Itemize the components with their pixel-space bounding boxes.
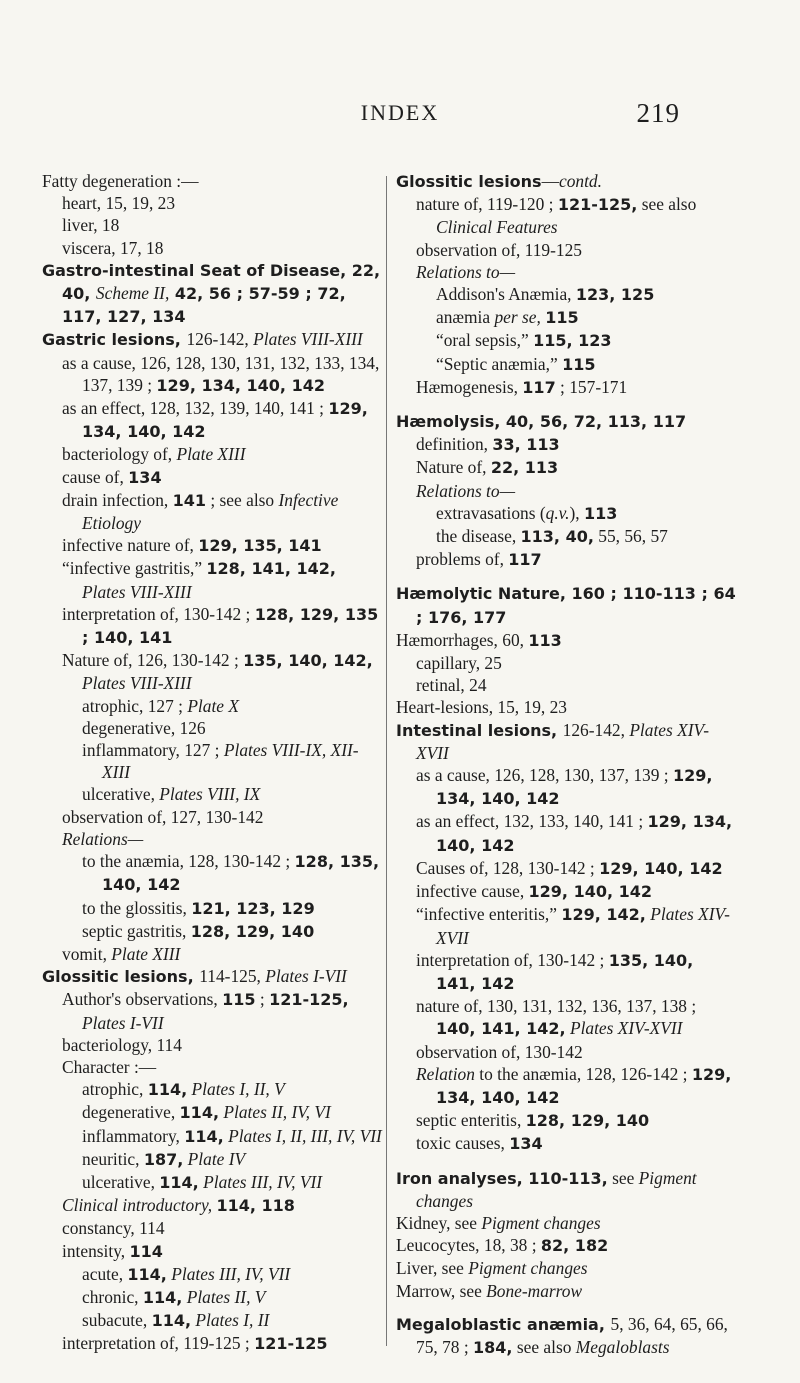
entry-text: 114-125,	[199, 966, 266, 987]
entry-text: 114,	[179, 1103, 220, 1123]
index-subentry	[42, 850, 382, 896]
index-subentry	[396, 329, 736, 352]
entry-text: degenerative,	[82, 1102, 180, 1123]
entry-text: 129, 135, 141	[198, 536, 322, 556]
entry-text: Plates I, II, III, IV, VII	[228, 1125, 382, 1146]
entry-text: cause of,	[62, 466, 129, 487]
entry-text: 126-142,	[562, 719, 630, 740]
index-column-right	[396, 170, 736, 1359]
entry-text: 114, 118	[216, 1196, 295, 1216]
index-subentry	[42, 897, 382, 920]
entry-text: Plates VIII-XIII	[253, 329, 363, 350]
index-subentry	[396, 1063, 736, 1109]
index-subentry	[42, 1286, 382, 1309]
index-subentry	[42, 214, 382, 236]
entry-text: nature of, 130, 131, 132, 136, 137, 138 ;	[416, 996, 697, 1017]
entry-text: 82, 182	[540, 1236, 609, 1256]
index-subentry	[396, 433, 736, 456]
entry-text: Relation	[416, 1063, 475, 1084]
entry-text: 114,	[151, 1311, 192, 1331]
entry-text: degenerative, 126	[82, 717, 206, 738]
entry-text: 113, 40,	[520, 527, 594, 547]
entry-text: extravasations (	[436, 502, 546, 523]
entry-text: 128, 129, 140	[190, 921, 315, 941]
entry-text: drain infection,	[62, 489, 173, 510]
entry-text: as an effect, 132, 133, 140, 141 ;	[416, 811, 648, 832]
index-subentry	[42, 943, 382, 965]
entry-text: “oral sepsis,”	[436, 330, 534, 351]
running-title: INDEX	[360, 100, 440, 125]
entry-text: Gastro-intestinal Seat of Disease, 22, 40,	[42, 260, 381, 304]
entry-text: Marrow, see	[396, 1280, 487, 1301]
entry-text: 129, 134, 140, 142	[436, 812, 733, 855]
entry-text: 140, 141, 142,	[436, 1019, 566, 1039]
entry-text: 121, 123, 129	[191, 898, 315, 918]
entry-text: “infective gastritis,”	[62, 558, 207, 579]
entry-text: liver, 18	[62, 215, 120, 236]
index-entry	[396, 1257, 736, 1279]
index-subentry	[396, 261, 736, 283]
entry-text: ulcerative,	[82, 1171, 160, 1192]
entry-text: 187,	[143, 1149, 184, 1169]
index-subentry	[42, 1309, 382, 1332]
index-subentry	[396, 810, 736, 856]
entry-text: constancy, 114	[62, 1218, 165, 1239]
entry-text: neuritic,	[82, 1148, 144, 1169]
entry-text: toxic causes,	[416, 1133, 510, 1154]
index-subentry	[42, 1194, 382, 1217]
index-subentry	[42, 1263, 382, 1286]
index-subentry	[396, 674, 736, 696]
entry-text: Plates II, V	[186, 1286, 266, 1307]
index-subentry	[396, 857, 736, 880]
index-entry	[396, 582, 736, 628]
entry-text: Heart-lesions, 15, 19, 23	[396, 697, 567, 718]
entry-text: anæmia	[436, 307, 495, 328]
entry-text: Pigment changes	[468, 1258, 588, 1279]
entry-text: Plates I, II	[195, 1310, 270, 1331]
index-subentry	[42, 806, 382, 828]
index-subentry	[42, 1101, 382, 1124]
entry-text: Relations to—	[416, 480, 516, 501]
entry-text: 129, 142,	[561, 905, 646, 925]
entry-text: problems of,	[416, 549, 509, 570]
entry-text: ),	[569, 502, 584, 523]
entry-text: 121-125	[254, 1334, 328, 1354]
entry-text: Liver, see	[396, 1258, 469, 1279]
index-subentry	[42, 1171, 382, 1194]
entry-text: bacteriology, 114	[62, 1034, 182, 1055]
entry-text: 121-125,	[557, 195, 638, 215]
entry-text: Plates VIII-XIII	[82, 581, 192, 602]
entry-text: 114,	[184, 1126, 224, 1146]
index-subentry	[396, 903, 736, 948]
entry-text: Glossitic lesions	[396, 172, 542, 191]
index-subentry	[42, 1078, 382, 1101]
index-subentry	[42, 603, 382, 649]
entry-text: capillary, 25	[416, 653, 502, 674]
entry-text: Plates III, IV, VII	[203, 1171, 323, 1192]
entry-text: 128, 135, 140, 142	[102, 852, 380, 895]
index-subentry	[396, 764, 736, 810]
entry-text: Fatty degeneration :—	[42, 171, 199, 191]
entry-text: Iron analyses, 110-113,	[396, 1168, 608, 1188]
index-subentry	[396, 283, 736, 306]
index-entry	[396, 696, 736, 718]
entry-text: infective nature of,	[62, 535, 199, 556]
entry-text: Hæmolysis, 40, 56, 72, 113, 117	[396, 412, 687, 432]
entry-text: 128, 141, 142,	[206, 559, 336, 579]
entry-text: Infective Etiology	[82, 489, 339, 534]
entry-text: nature of, 119-120 ;	[416, 194, 558, 215]
entry-text: Nature of,	[416, 457, 491, 478]
entry-text: 184,	[473, 1337, 513, 1357]
index-entry	[42, 170, 382, 192]
index-entry	[396, 629, 736, 652]
entry-text: Plates VIII-XIII	[82, 673, 192, 694]
index-subentry	[42, 397, 382, 443]
index-subentry	[396, 193, 736, 238]
entry-text: 135, 140, 142,	[243, 651, 373, 671]
entry-text: “infective enteritis,”	[416, 904, 562, 925]
entry-text: per se,	[494, 307, 541, 328]
index-subentry	[42, 1034, 382, 1056]
entry-text: Scheme II,	[95, 283, 170, 304]
index-subentry	[42, 1332, 382, 1355]
entry-text: the disease,	[436, 526, 521, 547]
index-subentry	[396, 995, 736, 1040]
entry-text: infective cause,	[416, 881, 529, 902]
entry-text: ; 157-171	[555, 376, 628, 397]
page-number: 219	[636, 98, 680, 128]
entry-text: 135, 140, 141, 142	[436, 950, 694, 993]
entry-text: 129, 140, 142	[528, 882, 653, 902]
entry-text: Pigment changes	[481, 1212, 601, 1233]
index-entry	[42, 965, 382, 988]
entry-text: Plates XIV-XVII	[569, 1018, 683, 1039]
entry-text: as a cause, 126, 128, 130, 137, 139 ;	[416, 765, 673, 786]
index-subentry	[42, 534, 382, 557]
entry-text: 55, 56, 57	[593, 526, 668, 547]
entry-text: 134	[128, 467, 162, 487]
index-entry	[396, 170, 736, 193]
entry-text: Causes of, 128, 130-142 ;	[416, 857, 600, 878]
entry-text: Addison's Anæmia,	[436, 284, 576, 305]
entry-text: 129, 134, 140, 142	[436, 766, 713, 809]
entry-text: 115	[545, 308, 579, 328]
entry-text: Plate IV	[187, 1148, 246, 1169]
entry-text: Gastric lesions,	[42, 330, 187, 350]
index-subentry	[396, 239, 736, 261]
entry-text: septic gastritis,	[82, 920, 191, 941]
entry-text: 114	[129, 1241, 163, 1261]
page-header	[0, 100, 800, 140]
entry-text: —	[541, 171, 559, 191]
entry-text: contd.	[558, 171, 602, 191]
entry-text: “Septic anæmia,”	[436, 353, 563, 374]
entry-text: 42, 56 ; 57-59 ; 72, 117, 127, 134	[62, 284, 346, 327]
index-entry	[396, 1313, 736, 1359]
index-subentry	[42, 717, 382, 739]
entry-text: 22, 113	[490, 458, 559, 478]
index-subentry	[396, 1109, 736, 1132]
entry-text: 121-125,	[269, 990, 349, 1010]
entry-text: 115	[562, 354, 596, 374]
entry-text: interpretation of, 119-125 ;	[62, 1333, 255, 1354]
entry-text: observation of, 119-125	[416, 239, 582, 260]
entry-text: 141	[172, 490, 207, 510]
entry-text: acute,	[82, 1263, 128, 1284]
index-subentry	[42, 828, 382, 850]
entry-text: 114,	[147, 1080, 188, 1100]
entry-text: inflammatory, 127 ;	[82, 740, 224, 761]
index-subentry	[42, 443, 382, 465]
entry-text: Leucocytes, 18, 38 ;	[396, 1235, 541, 1256]
index-subentry	[396, 376, 736, 399]
index-subentry	[396, 353, 736, 376]
entry-text: 129, 134, 140, 142	[156, 375, 325, 395]
entry-text: 114,	[159, 1172, 199, 1192]
index-subentry	[396, 1132, 736, 1155]
entry-text: 115	[222, 990, 256, 1010]
entry-text: Plates XIV-XVII	[436, 904, 730, 948]
index-subentry	[42, 237, 382, 259]
entry-text: interpretation of, 130-142 ;	[416, 949, 609, 970]
index-subentry	[42, 1148, 382, 1171]
entry-text: Nature of, 126, 130-142 ;	[62, 650, 244, 671]
entry-text: to the glossitis,	[82, 897, 192, 918]
entry-text: Hæmolytic Nature, 160 ; 110-113 ; 64 ; 176, 177	[396, 584, 736, 627]
index-subentry	[42, 649, 382, 694]
index-subentry	[42, 1240, 382, 1263]
entry-text: Clinical Features	[436, 217, 558, 238]
index-subentry	[42, 739, 382, 783]
index-entry	[396, 1212, 736, 1234]
entry-text: see also	[637, 194, 697, 215]
index-subentry	[42, 466, 382, 489]
index-subentry	[42, 1056, 382, 1078]
entry-text: as a cause, 126, 128, 130, 131, 132, 133, 134, 137, 139 ;	[62, 352, 380, 395]
index-subentry	[42, 557, 382, 602]
index-subentry	[396, 949, 736, 995]
index-subentry	[42, 695, 382, 717]
entry-text: Intestinal lesions,	[396, 720, 563, 740]
index-subentry	[396, 456, 736, 479]
entry-text: Author's observations,	[62, 989, 223, 1010]
entry-text: q.v.	[545, 502, 570, 523]
entry-text: Pigment changes	[416, 1167, 697, 1211]
entry-text: 129, 134, 140, 142	[436, 1064, 732, 1107]
entry-text: heart, 15, 19, 23	[62, 193, 176, 214]
entry-text: atrophic, 127 ;	[82, 695, 188, 716]
index-subentry	[42, 1217, 382, 1239]
index-entry	[396, 1234, 736, 1257]
entry-text: Bone-marrow	[486, 1280, 583, 1301]
index-column-left	[42, 170, 382, 1356]
entry-text: Plates II, IV, VI	[223, 1102, 331, 1123]
entry-text: Kidney, see	[396, 1212, 482, 1233]
entry-text: atrophic,	[82, 1079, 148, 1100]
entry-text: 114,	[127, 1264, 167, 1284]
index-subentry	[42, 783, 382, 805]
entry-text: see	[607, 1167, 639, 1188]
index-entry	[396, 1167, 736, 1212]
entry-text: Character :—	[62, 1056, 157, 1077]
index-subentry	[396, 1041, 736, 1063]
entry-text: Plates I, II, V	[191, 1079, 285, 1100]
index-subentry	[42, 920, 382, 943]
entry-text: Plates XIV-XVII	[416, 719, 709, 763]
entry-text: to the anæmia, 128, 130-142 ;	[82, 851, 295, 872]
index-subentry	[42, 192, 382, 214]
entry-text: Plate XIII	[176, 444, 246, 465]
index-subentry	[396, 502, 736, 525]
entry-text: 117	[522, 377, 556, 397]
column-divider	[386, 176, 387, 1346]
entry-text: bacteriology of,	[62, 444, 177, 465]
entry-text: inflammatory,	[82, 1125, 185, 1146]
entry-text: definition,	[416, 434, 493, 455]
entry-text: 128, 129, 135 ; 140, 141	[82, 604, 379, 648]
entry-text: 129, 134, 140, 142	[82, 399, 368, 442]
index-entry	[42, 259, 382, 329]
entry-text: observation of, 130-142	[416, 1041, 583, 1062]
entry-text: Megaloblasts	[575, 1336, 670, 1357]
index-subentry	[42, 1125, 382, 1148]
entry-text: Plate XIII	[111, 943, 181, 964]
index-entry	[396, 410, 736, 433]
entry-text: intensity,	[62, 1240, 130, 1261]
index-subentry	[42, 489, 382, 534]
entry-text: to the anæmia, 128, 126-142 ;	[474, 1063, 692, 1084]
entry-text: 129, 140, 142	[599, 858, 723, 878]
entry-text: chronic,	[82, 1286, 143, 1307]
entry-text: Plate X	[187, 695, 239, 716]
entry-text: 114,	[142, 1287, 183, 1307]
entry-text: see also	[512, 1336, 576, 1357]
entry-text: 123, 125	[575, 285, 655, 305]
index-subentry	[396, 652, 736, 674]
entry-text: 115, 123	[533, 331, 612, 351]
entry-text: 134	[509, 1134, 543, 1154]
entry-text: retinal, 24	[416, 675, 487, 696]
index-subentry	[42, 988, 382, 1033]
index-entry	[396, 1280, 736, 1302]
entry-text: 128, 129, 140	[525, 1111, 650, 1131]
index-subentry	[396, 480, 736, 502]
entry-text: ulcerative,	[82, 784, 160, 805]
entry-text: interpretation of, 130-142 ;	[62, 603, 255, 624]
entry-text: ;	[255, 989, 270, 1010]
entry-text: Plates VIII, IX	[159, 784, 261, 805]
entry-text: subacute,	[82, 1310, 152, 1331]
entry-text: as an effect, 128, 132, 139, 140, 141 ;	[62, 398, 329, 419]
index-subentry	[396, 306, 736, 329]
entry-text: Plates I-VII	[82, 1012, 164, 1033]
entry-text: Clinical introductory,	[62, 1195, 213, 1216]
entry-text: 117	[508, 550, 542, 570]
entry-text: Relations—	[62, 828, 144, 849]
entry-text: viscera, 17, 18	[62, 237, 164, 258]
entry-text: septic enteritis,	[416, 1110, 526, 1131]
entry-text: 126-142,	[186, 329, 254, 350]
entry-text: 113	[528, 630, 562, 650]
entry-text: ; see also	[206, 489, 279, 510]
entry-text: 113	[583, 503, 618, 523]
entry-text: Plates III, IV, VII	[171, 1263, 291, 1284]
index-subentry	[396, 880, 736, 903]
entry-text: Plates VIII-IX, XII-XIII	[102, 740, 359, 783]
entry-text: Hæmogenesis,	[416, 376, 523, 397]
entry-text: Relations to—	[416, 261, 516, 282]
index-entry	[42, 328, 382, 351]
entry-text: Plates I-VII	[265, 966, 347, 987]
index-subentry	[396, 548, 736, 571]
entry-text: 33, 113	[492, 435, 560, 455]
entry-text: Glossitic lesions,	[42, 967, 200, 987]
index-subentry	[42, 352, 382, 397]
entry-text: 5, 36, 64, 65, 66, 75, 78 ;	[416, 1313, 728, 1357]
entry-text: Hæmorrhages, 60,	[396, 629, 529, 650]
entry-text: observation of, 127, 130-142	[62, 806, 264, 827]
entry-text: vomit,	[62, 943, 112, 964]
index-entry	[396, 719, 736, 764]
entry-text: Megaloblastic anæmia,	[396, 1314, 611, 1334]
index-subentry	[396, 525, 736, 548]
